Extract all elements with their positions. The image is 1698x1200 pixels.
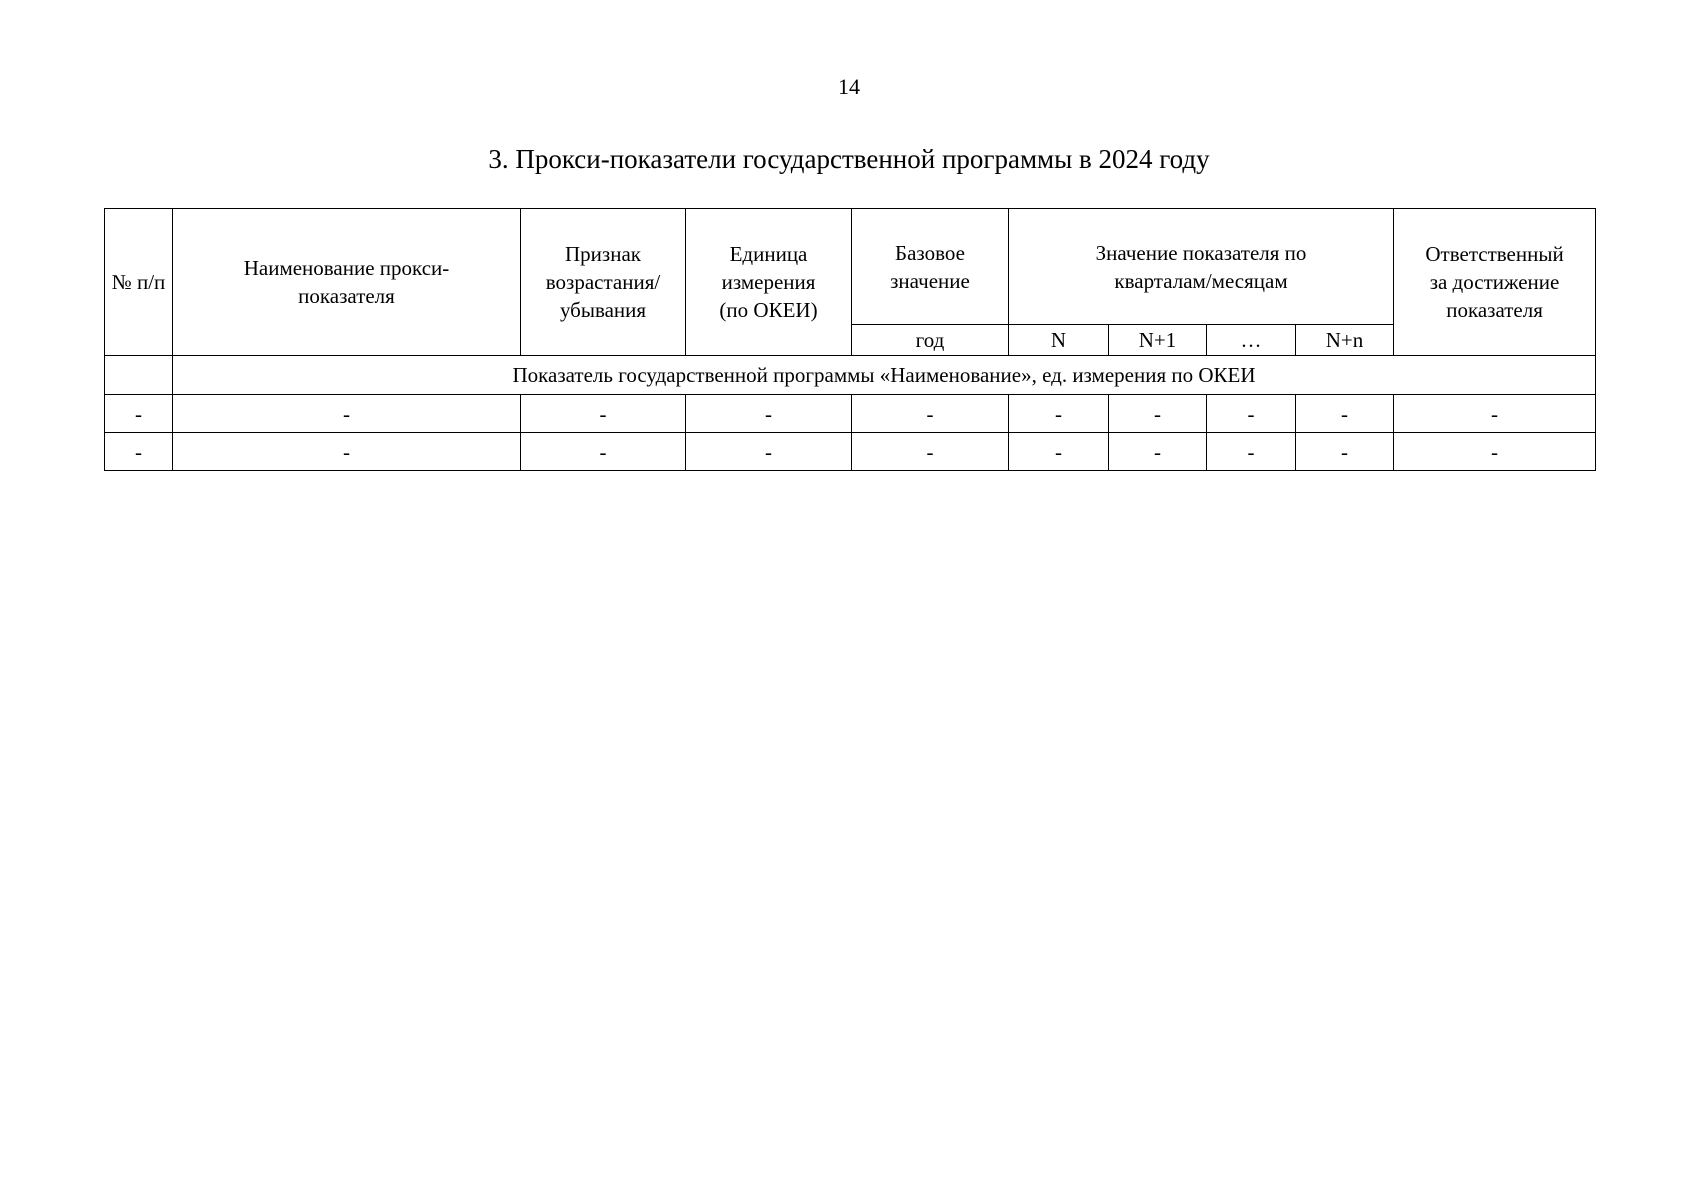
table-row (105, 433, 1596, 471)
cell-n: - (1009, 433, 1109, 471)
section-row (105, 356, 1596, 395)
proxy-indicators-table (104, 208, 1596, 471)
header-unit: Единица измерения (по ОКЕИ) (686, 209, 852, 356)
cell-num: - (105, 433, 173, 471)
cell-n: - (1009, 395, 1109, 433)
header-name: Наименование прокси-показателя (173, 209, 521, 356)
page-title: 3. Прокси-показатели государственной программы в 2024 году (488, 144, 1210, 174)
cell-unit: - (686, 433, 852, 471)
subheader-ellipsis: … (1207, 325, 1296, 356)
subheader-base-year: год (852, 325, 1009, 356)
cell-sign: - (521, 433, 686, 471)
header-num: № п/п (105, 209, 173, 356)
cell-nn: - (1296, 433, 1394, 471)
cell-name: - (173, 433, 521, 471)
header-row (105, 209, 1596, 325)
cell-name: - (173, 395, 521, 433)
cell-responsible: - (1394, 395, 1596, 433)
section-title: Показатель государственной программы «Наименование», ед. измерения по ОКЕИ (173, 356, 1596, 395)
table-row (105, 395, 1596, 433)
subheader-n: N (1009, 325, 1109, 356)
cell-unit: - (686, 395, 852, 433)
cell-base: - (852, 433, 1009, 471)
header-values: Значение показателя по кварталам/месяцам (1009, 209, 1394, 325)
section-num-cell (105, 356, 173, 395)
cell-sign: - (521, 395, 686, 433)
subheader-n1: N+1 (1109, 325, 1207, 356)
cell-responsible: - (1394, 433, 1596, 471)
cell-n1: - (1109, 395, 1207, 433)
cell-num: - (105, 395, 173, 433)
cell-ellipsis: - (1207, 433, 1296, 471)
cell-n1: - (1109, 433, 1207, 471)
cell-nn: - (1296, 395, 1394, 433)
cell-base: - (852, 395, 1009, 433)
page-number: 14 (838, 74, 860, 99)
header-responsible: Ответственный за достижение показателя (1394, 209, 1596, 356)
cell-ellipsis: - (1207, 395, 1296, 433)
header-sign: Признак возрастания/ убывания (521, 209, 686, 356)
header-base: Базовое значение (852, 209, 1009, 325)
subheader-nn: N+n (1296, 325, 1394, 356)
